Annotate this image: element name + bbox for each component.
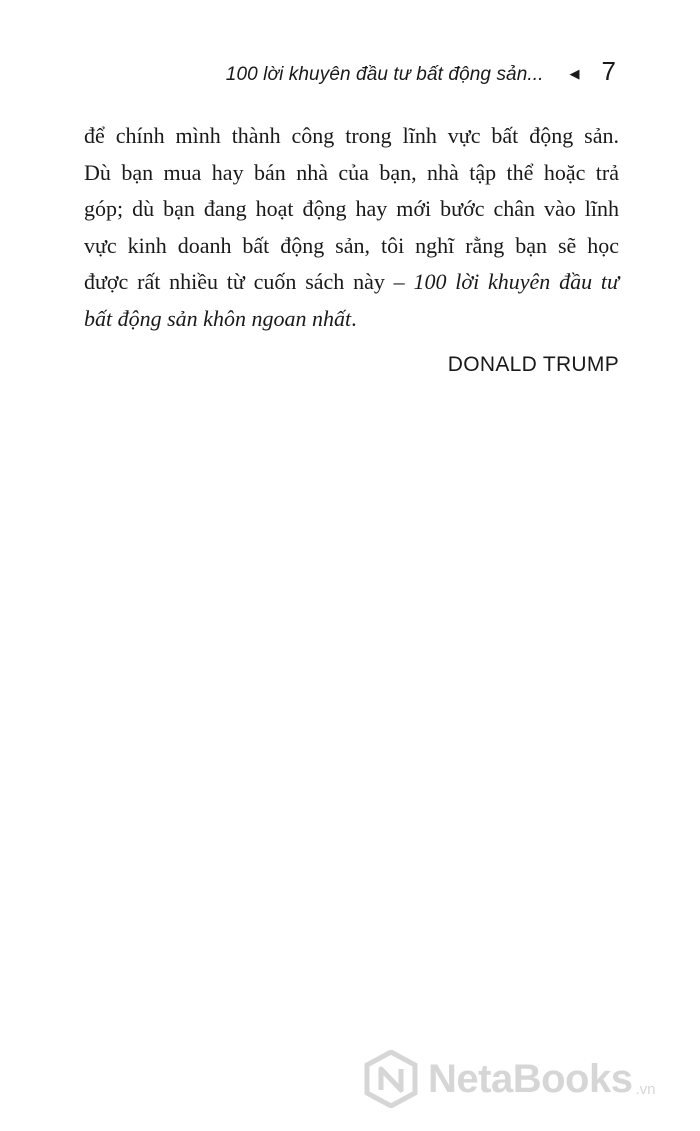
author-signature: DONALD TRUMP: [447, 353, 619, 376]
body-line: [84, 264, 619, 301]
watermark-brand: NetaBooks: [428, 1056, 633, 1101]
book-title-italic: 100 lời khuyên đầu tư: [413, 269, 619, 294]
running-title: 100 lời khuyên đầu tư bất động sản...: [225, 64, 544, 85]
body-line: [84, 301, 619, 338]
page-number: 7: [601, 56, 616, 86]
watermark-suffix: .vn: [635, 1081, 656, 1098]
book-title-italic: bất động sản khôn ngoan nhất: [84, 305, 352, 331]
body-paragraph: [84, 118, 619, 337]
body-line: vực kinh doanh bất động sản, tôi nghĩ rằng bạn sẽ học: [84, 232, 619, 258]
left-triangle-icon: ◀: [569, 66, 580, 81]
body-line: Dù bạn mua hay bán nhà của bạn, nhà tập thể hoặc trả: [84, 159, 619, 185]
running-head: [226, 58, 616, 86]
body-line-text: được rất nhiều từ cuốn sách này –: [84, 269, 414, 294]
body-line: góp; dù bạn đang hoạt động hay mới bước chân vào lĩnh: [84, 196, 619, 221]
watermark: [362, 1050, 655, 1108]
body-line-text: .: [351, 305, 357, 331]
body-line: để chính mình thành công trong lĩnh vực bất động sản.: [84, 123, 619, 148]
netabooks-logo-icon: [362, 1050, 420, 1108]
